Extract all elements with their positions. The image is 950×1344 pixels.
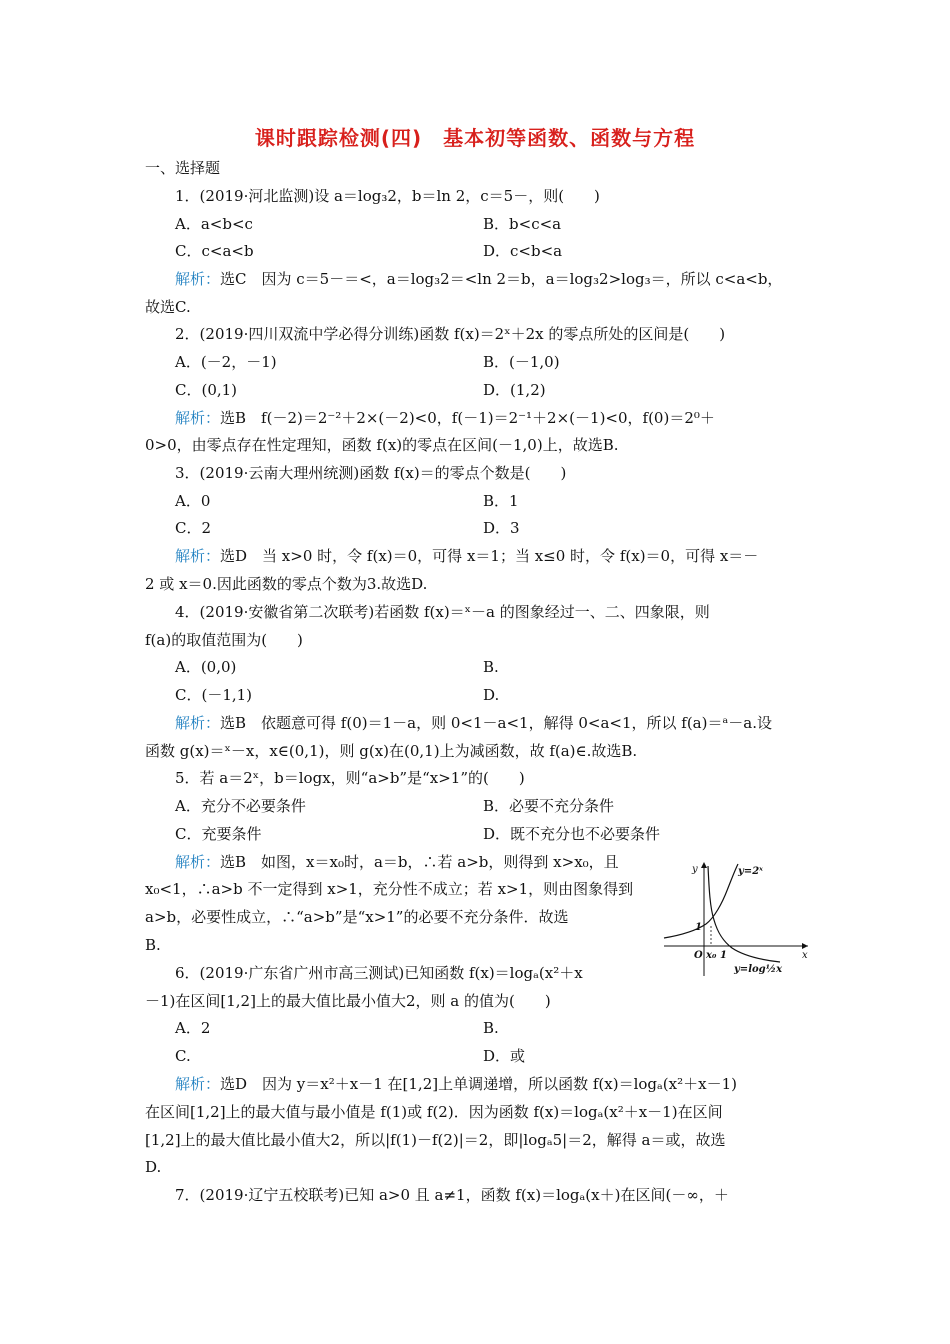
one-x-label: 1 xyxy=(720,950,727,961)
q3-option-d: D．3 xyxy=(483,519,520,537)
analysis-text: 选D 当 x>0 时，令 f(x)＝0，可得 x＝1；当 x≤0 时，令 f(x)＝0，可得 x＝－ xyxy=(220,547,759,565)
q2-option-b: B．(－1,0) xyxy=(483,353,560,371)
question-3: 3．(2019·云南大理州统测)函数 f(x)＝的零点个数是( ) xyxy=(175,464,567,482)
q5-option-b: B．必要不充分条件 xyxy=(483,797,615,815)
q2-analysis xyxy=(175,408,715,428)
section-heading: 一、选择题 xyxy=(145,159,221,177)
q1-option-c: C．c<a<b xyxy=(175,242,254,260)
question-6-cont: －1)在区间[1,2]上的最大值比最小值大2，则 a 的值为( ) xyxy=(145,992,551,1010)
analysis-text: 选C 因为 c＝5－＝<，a＝log₃2＝<ln 2＝b，a＝log₃2>log₃＝，所以 c<a<b， xyxy=(220,270,783,288)
q5-analysis-cont-3: B. xyxy=(145,936,161,954)
page-title: 课时跟踪检测(四) 基本初等函数、函数与方程 xyxy=(254,126,696,150)
question-4-cont: f(a)的取值范围为( ) xyxy=(145,631,303,649)
q3-analysis-cont: 2 或 x＝0.因此函数的零点个数为3.故选D. xyxy=(145,575,428,593)
q2-option-c: C．(0,1) xyxy=(175,381,238,399)
q1-option-b: B．b<c<a xyxy=(483,215,562,233)
q5-analysis-cont-1: x₀<1，∴a>b 不一定得到 x>1，充分性不成立；若 x>1，则由图象得到 xyxy=(145,880,634,898)
analysis-label: 解析： xyxy=(175,714,221,732)
question-1: 1．(2019·河北监测)设 a＝log₃2，b＝ln 2，c＝5－，则( ) xyxy=(175,187,600,205)
analysis-label: 解析： xyxy=(175,270,221,288)
q1-option-a: A．a<b<c xyxy=(175,215,253,233)
q2-option-d: D．(1,2) xyxy=(483,381,546,399)
y-axis-label: y xyxy=(692,864,698,875)
x-axis-arrow xyxy=(802,943,808,949)
q6-analysis xyxy=(175,1074,737,1094)
q6-option-a: A．2 xyxy=(175,1019,211,1037)
origin-label: O xyxy=(694,950,703,961)
question-4: 4．(2019·安徽省第二次联考)若函数 f(x)＝ˣ－a 的图象经过一、二、四象限，则 xyxy=(175,603,710,621)
q1-option-d: D．c<b<a xyxy=(483,242,563,260)
analysis-label: 解析： xyxy=(175,1075,221,1093)
q4-option-a: A．(0,0) xyxy=(175,658,237,676)
x0-label: x₀ xyxy=(706,950,717,961)
q5-option-d: D．既不充分也不必要条件 xyxy=(483,825,661,843)
q4-analysis-cont: 函数 g(x)＝ˣ－x，x∈(0,1)，则 g(x)在(0,1)上为减函数，故 f(a)∈.故选B. xyxy=(145,742,638,760)
q6-analysis-cont-3: D. xyxy=(145,1158,162,1176)
analysis-text: 选B 依题意可得 f(0)＝1－a，则 0<1－a<1，解得 0<a<1，所以 f(a)＝ᵃ－a.设 xyxy=(220,714,772,732)
one-y-label: 1 xyxy=(695,922,702,933)
x-axis-label: x xyxy=(802,950,808,961)
q3-option-b: B．1 xyxy=(483,492,519,510)
log-curve xyxy=(708,866,780,962)
q6-analysis-cont-1: 在区间[1,2]上的最大值与最小值是 f(1)或 f(2)．因为函数 f(x)＝logₐ(x²＋x－1)在区间 xyxy=(145,1103,723,1121)
q2-option-a: A．(－2，－1) xyxy=(175,353,277,371)
q5-analysis-cont-2: a>b，必要性成立，∴“a>b”是“x>1”的必要不充分条件．故选 xyxy=(145,908,569,926)
curve2-label: y=log½x xyxy=(734,964,783,975)
analysis-label: 解析： xyxy=(175,409,221,427)
function-graph-figure xyxy=(662,858,812,980)
curve1-label: y=2ˣ xyxy=(738,866,763,877)
question-2: 2．(2019·四川双流中学必得分训练)函数 f(x)＝2ˣ＋2x 的零点所处的区间是( ) xyxy=(175,325,726,343)
q4-analysis xyxy=(175,713,772,733)
q5-option-c: C．充要条件 xyxy=(175,825,262,843)
q3-option-a: A．0 xyxy=(175,492,211,510)
q6-analysis-cont-2: [1,2]上的最大值比最小值大2，所以|f(1)－f(2)|＝2，即|logₐ5|＝2，解得 a＝或，故选 xyxy=(145,1131,726,1149)
analysis-text: 选D 因为 y＝x²＋x－1 在[1,2]上单调递增，所以函数 f(x)＝logₐ(x²＋x－1) xyxy=(220,1075,737,1093)
analysis-label: 解析： xyxy=(175,547,221,565)
q5-option-a: A．充分不必要条件 xyxy=(175,797,306,815)
q4-option-c: C．(－1,1) xyxy=(175,686,253,704)
q3-option-c: C．2 xyxy=(175,519,212,537)
q4-option-b: B. xyxy=(483,658,499,676)
question-5: 5．若 a＝2ˣ，b＝logx，则“a>b”是“x>1”的( ) xyxy=(175,769,525,787)
question-6: 6．(2019·广东省广州市高三测试)已知函数 f(x)＝logₐ(x²＋x xyxy=(175,964,583,982)
analysis-text: 选B f(－2)＝2⁻²＋2×(－2)<0，f(－1)＝2⁻¹＋2×(－1)<0，f(0)＝2⁰＋ xyxy=(220,409,715,427)
q6-option-d: D．或 xyxy=(483,1047,526,1065)
q2-analysis-cont: 0>0，由零点存在性定理知，函数 f(x)的零点在区间(－1,0)上，故选B. xyxy=(145,436,619,454)
q6-option-b: B. xyxy=(483,1019,499,1037)
q5-analysis xyxy=(175,852,619,872)
question-7: 7．(2019·辽宁五校联考)已知 a>0 且 a≠1，函数 f(x)＝logₐ(x＋)在区间(－∞，＋ xyxy=(175,1186,729,1204)
q6-option-c: C. xyxy=(175,1047,191,1065)
q1-analysis xyxy=(175,269,782,289)
q3-analysis xyxy=(175,546,758,566)
analysis-text: 选B 如图，x＝x₀时，a＝b，∴若 a>b，则得到 x>x₀，且 xyxy=(220,853,619,871)
q1-analysis-cont: 故选C. xyxy=(145,298,191,316)
y-axis-arrow xyxy=(701,862,707,868)
q4-option-d: D. xyxy=(483,686,500,704)
function-graph xyxy=(662,858,812,980)
analysis-label: 解析： xyxy=(175,853,221,871)
